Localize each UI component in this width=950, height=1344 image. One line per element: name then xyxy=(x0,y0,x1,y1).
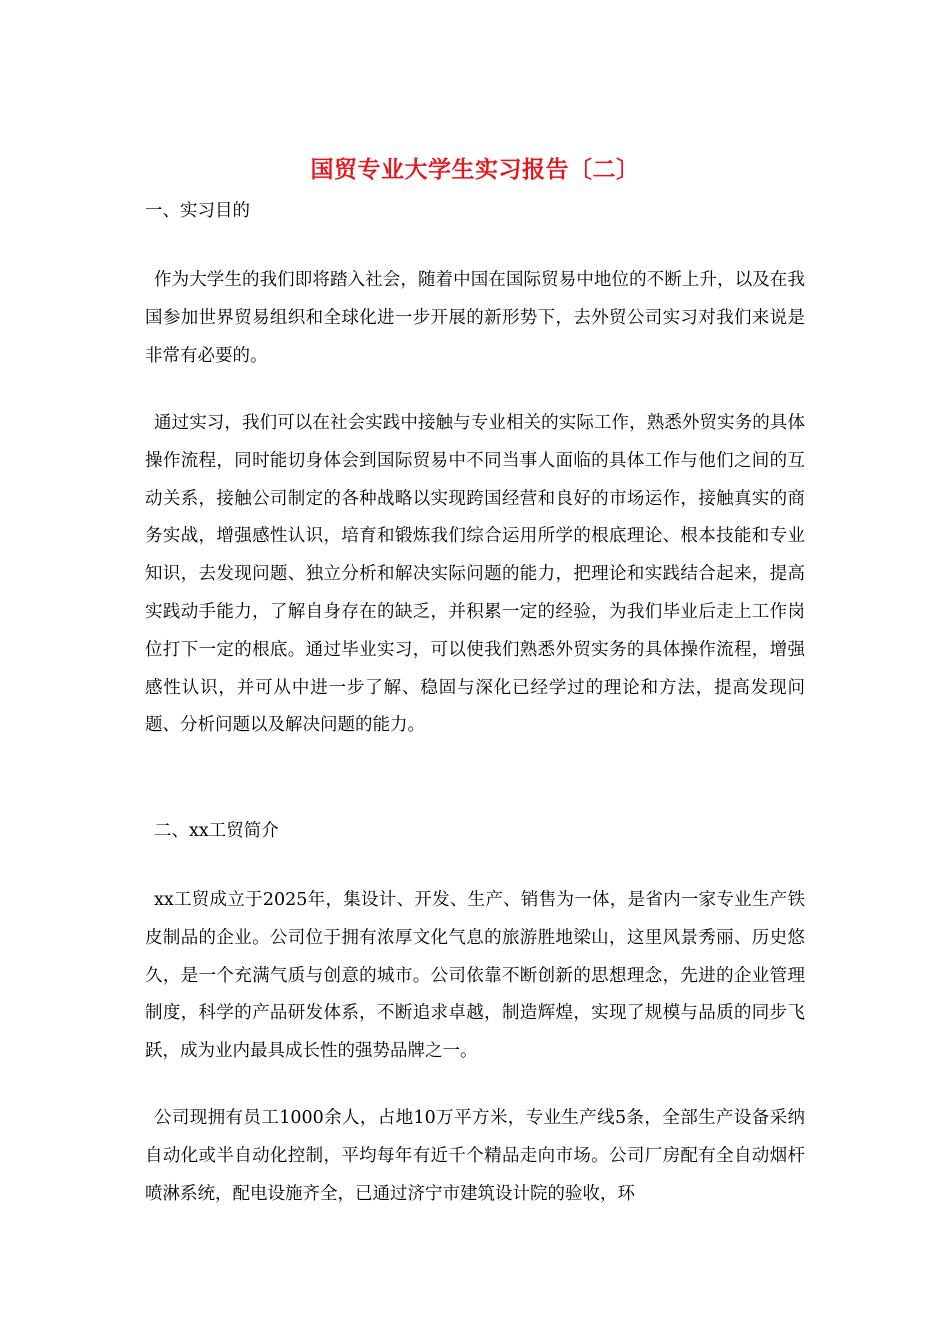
section-heading-company: 二、xx工贸简介 xyxy=(154,821,279,841)
paragraph-purpose-detail: 通过实习，我们可以在社会实践中接触与专业相关的实际工作，熟悉外贸实务的具体操作流程，同时能切身体会到国际贸易中不同当事人面临的具体工作与他们之间的互动关系，接触公司制定的各种战略以实现跨国经营和良好的市场运作，接触真实的商务实战，增强感性认识，培育和锻炼我们综合运用所学的根底理论、根本技能和专业知识，去发现问题、独立分析和解决实际问题的能力，把理论和实践结合起来，提高实践动手能力，了解自身存在的缺乏，并积累一定的经验，为我们毕业后走上工作岗位打下一定的根底。通过毕业实习，可以使我们熟悉外贸实务的具体操作流程，增强感性认识，并可从中进一步了解、稳固与深化已经学过的理论和方法，提高发现问题、分析问题以及解决问题的能力。 xyxy=(145,413,805,736)
paragraph-purpose-intro: 作为大学生的我们即将踏入社会，随着中国在国际贸易中地位的不断上升，以及在我国参加世界贸易组织和全球化进一步开展的新形势下，去外贸公司实习对我们来说是非常有必要的。 xyxy=(145,270,805,366)
section-heading-purpose: 一、实习目的 xyxy=(145,201,250,221)
document-title: 国贸专业大学生实习报告〔二〕 xyxy=(310,157,640,183)
paragraph-company-intro: xx工贸成立于2025年，集设计、开发、生产、销售为一体，是省内一家专业生产铁皮制品的企业。公司位于拥有浓厚文化气息的旅游胜地梁山，这里风景秀丽、历史悠久，是一个充满气质与创意的城市。公司依靠不断创新的思想理念，先进的企业管理制度，科学的产品研发体系，不断追求卓越，制造辉煌，实现了规模与品质的同步飞跃，成为业内最具成长性的强势品牌之一。 xyxy=(145,890,805,1062)
paragraph-company-facilities: 公司现拥有员工1000余人，占地10万平方米，专业生产线5条，全部生产设备采纳自动化或半自动化控制，平均每年有近千个精品走向市场。公司厂房配有全自动烟杆喷淋系统，配电设施齐全，已通过济宁市建筑设计院的验收，环 xyxy=(145,1108,805,1204)
